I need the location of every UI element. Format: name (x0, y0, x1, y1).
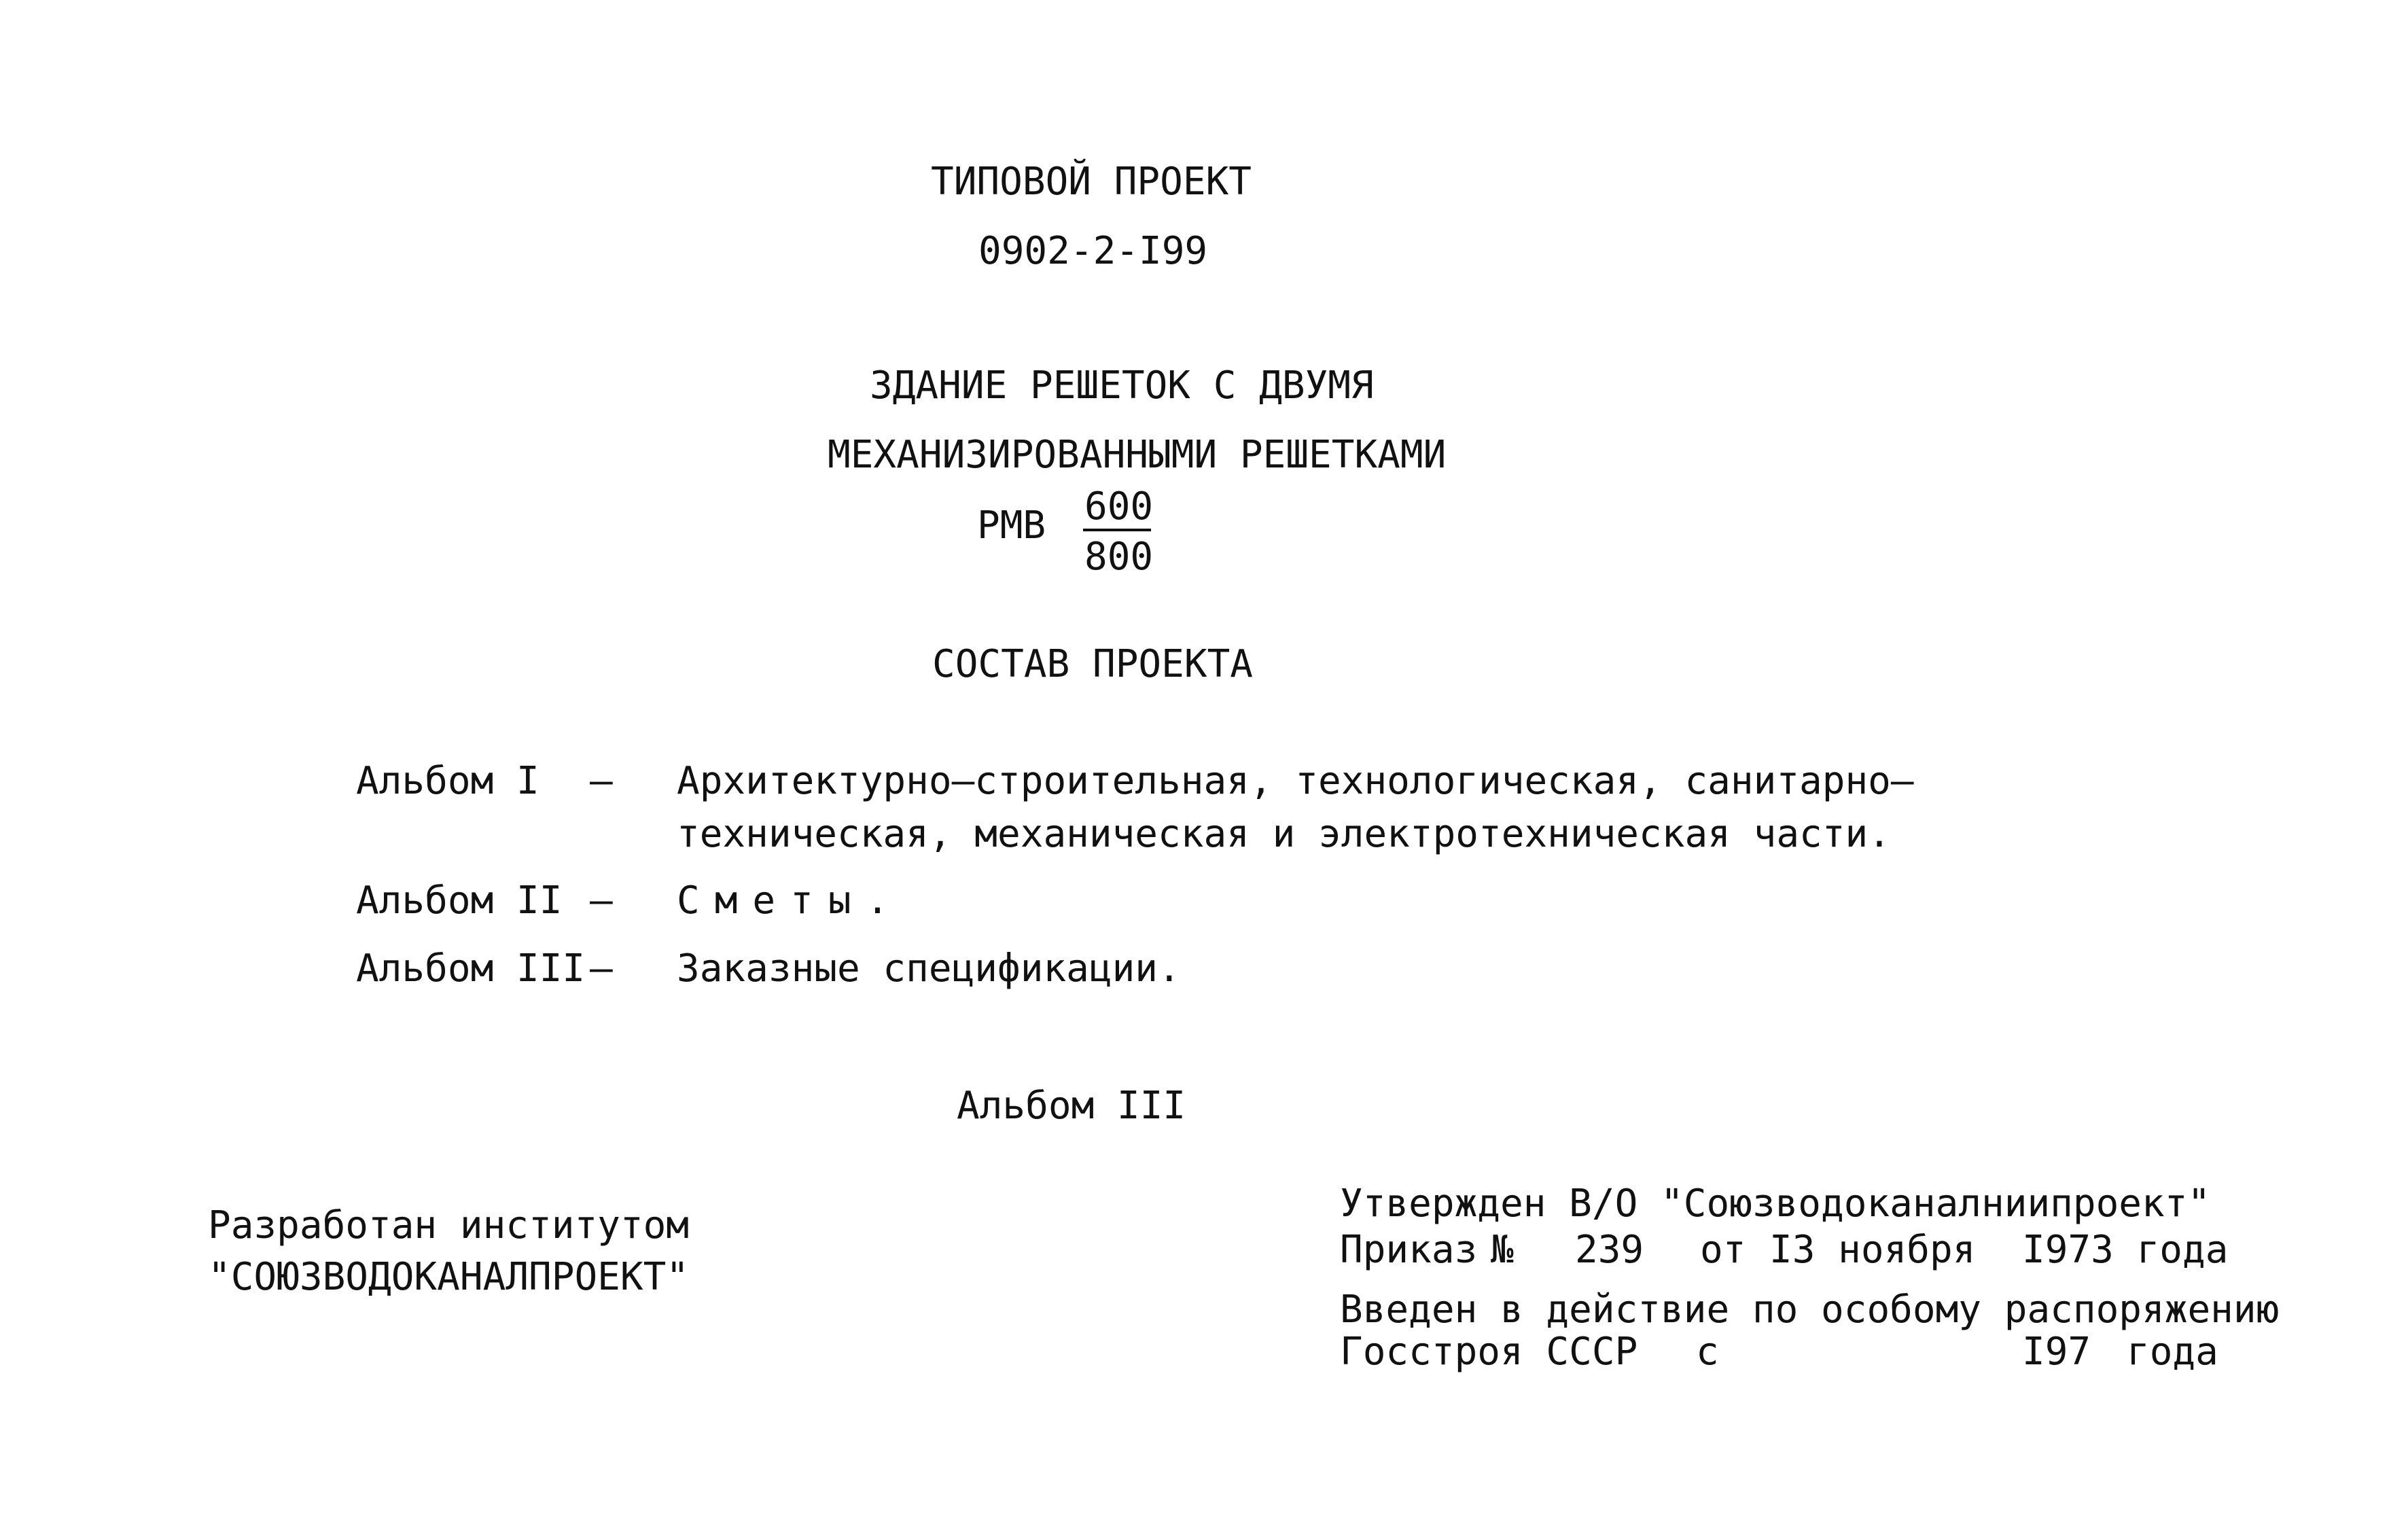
order-label: Приказ (1340, 1228, 1478, 1272)
album-1-description-line1: Архитектурно–строительная, технологическая, санитарно– (677, 759, 1914, 803)
album-1-dash: – (590, 759, 613, 803)
album-3-description: Заказные спецификации. (677, 946, 1181, 991)
order-year: I973 года (2022, 1228, 2229, 1272)
order-date-prefix: от (1700, 1228, 1746, 1272)
effective-from-year: I97 (2022, 1330, 2091, 1374)
grate-model-fraction-bar (1083, 529, 1151, 531)
document-type-title: ТИПОВОЙ ПРОЕКТ (931, 160, 1252, 204)
album-1-label: Альбом I (356, 759, 539, 803)
building-title-line1: ЗДАНИЕ РЕШЕТОК С ДВУМЯ (870, 364, 1374, 408)
album-1-description-line2: техническая, механическая и электротехническая части. (677, 812, 1891, 856)
album-3-label: Альбом III (356, 946, 586, 991)
grate-model-label: РМВ (977, 503, 1046, 548)
grate-model-numerator: 600 (1084, 484, 1154, 529)
effective-from-label: с (1696, 1330, 1719, 1374)
order-date: I3 ноября (1769, 1228, 1976, 1272)
developer-line1: Разработан институтом (208, 1203, 690, 1247)
order-number-sign: № (1491, 1228, 1514, 1272)
grate-model-denominator: 800 (1084, 535, 1154, 579)
order-number: 239 (1575, 1228, 1644, 1272)
album-2-label: Альбом II (356, 879, 563, 923)
composition-heading: СОСТАВ ПРОЕКТА (932, 642, 1254, 686)
album-3-dash: – (590, 946, 613, 991)
building-title-line2: МЕХАНИЗИРОВАННЫМИ РЕШЕТКАМИ (828, 433, 1447, 477)
album-2-description: Сметы. (677, 879, 904, 923)
gosstroy-label: Госстроя СССР (1340, 1330, 1638, 1374)
current-album-label: Альбом III (957, 1084, 1186, 1128)
project-number: 0902-2-I99 (978, 229, 1208, 273)
album-2-dash: – (590, 879, 613, 923)
effective-from-year-suffix: года (2127, 1330, 2218, 1374)
approval-line1: Утвержден В/О "Союзводоканалниипроект" (1340, 1182, 2211, 1226)
developer-institute-name: "СОЮЗВОДОКАНАЛПРОЕКТ" (208, 1255, 690, 1299)
approval-line3: Введен в действие по особому распоряжению (1340, 1288, 2280, 1332)
